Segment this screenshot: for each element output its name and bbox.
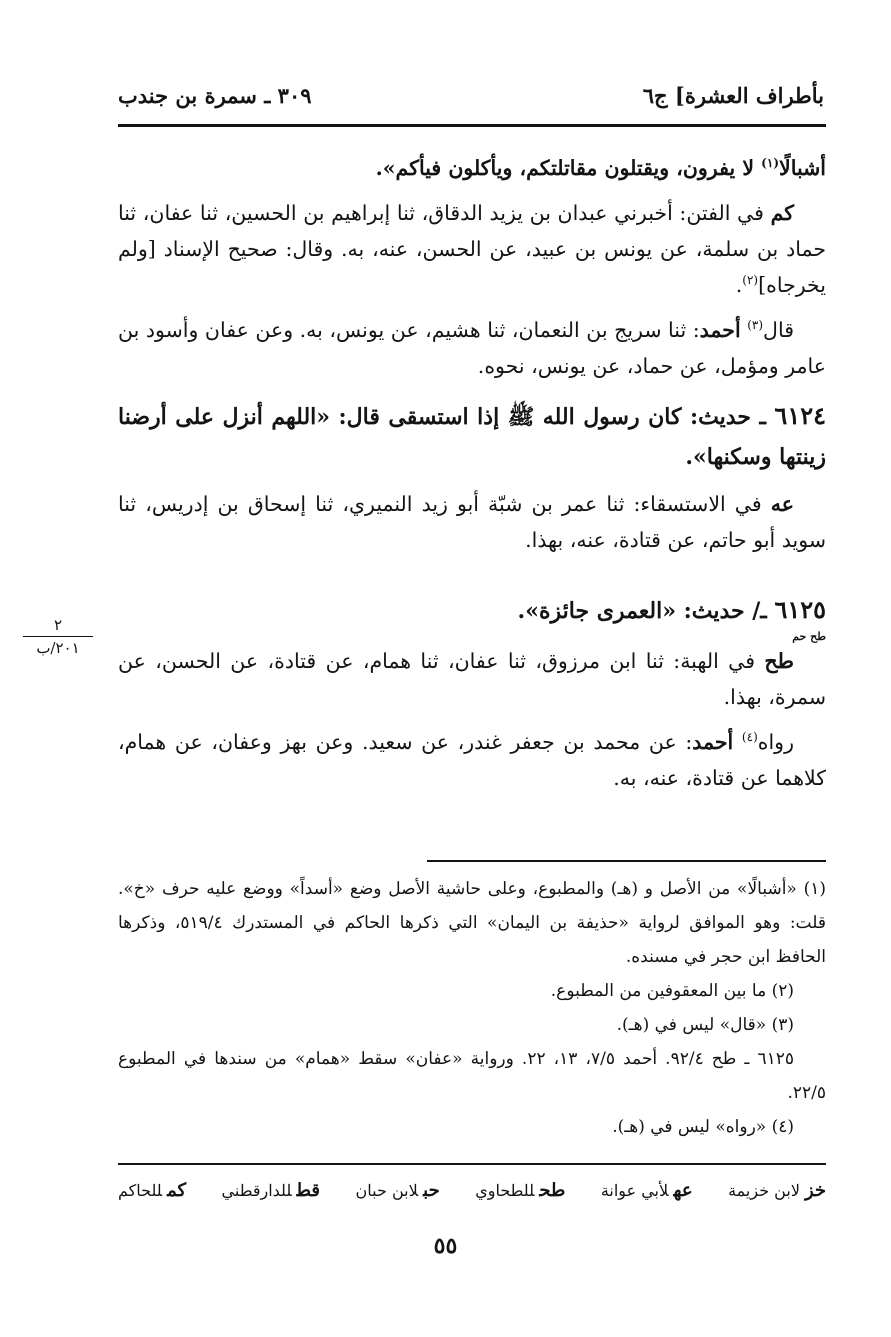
footnote-6125: ٦١٢٥ ـ طح ٩٢/٤. أحمد ٧/٥، ١٣، ٢٢. ورواية «عفان» سقط «همام» من سندها في المطبوع ٢٢/٥. [118,1049,826,1103]
footnote-3: (٣) «قال» ليس في (هـ). [616,1015,794,1035]
hadith-6124-number: ٦١٢٤ [774,401,826,430]
footnote-ref-2: (٢) [742,273,759,288]
abbrev-khz: خزلابن خزيمة [728,1180,826,1201]
folio-note-top: ٢ [53,616,63,634]
abbrev-hb: حبلابن حبان [355,1180,440,1201]
abbrev-tah: طحللطحاوي [475,1180,566,1201]
name-ahmad-1: أحمد [699,318,741,342]
footnote-ref-3: (٣) [747,318,764,333]
paragraph-abu-awana [118,486,826,558]
paragraph-abu-awana-text: في الاستسقاء: ثنا عمر بن شبّة أبو زيد النميري، ثنا إسحاق بن إدريس، ثنا سويد أبو حاتم، عن قتادة، عنه، بهذا. [118,492,826,552]
hadith-6125 [118,590,826,643]
footnotes [118,872,826,1144]
folio-note-bottom: ٢٠١/ب [36,639,80,657]
source-code-ah: عه [770,492,794,516]
hadith-6125-number: ٦١٢٥ [774,595,826,624]
folio-note-divider [23,636,93,637]
paragraph-hakim-text: في الفتن: أخبرني عبدان بن يزيد الدقاق، ثنا إبراهيم بن الحسين، ثنا عفان، ثنا حماد بن سلمة، عن يونس بن عبيد، عن الحسن، عنه، به. وقال: صحيح الإسناد [ولم يخرجاه] [118,201,826,297]
hadith-6124-text: ـ حديث: كان رسول الله ﷺ إذا استسقى قال: «اللهم أنزل على أرضنا زينتها وسكنها». [118,404,826,470]
text-line-1 [118,150,826,186]
hadith-6125-text: ـ/ حديث: «العمرى جائزة». [517,598,767,624]
header-chapter-title: ٣٠٩ ـ سمرة بن جندب [118,82,312,108]
footnote-1: (١) «أشبالًا» من الأصل و (هـ) والمطبوع، وعلى حاشية الأصل وضع «أسداً» ووضع عليه حرف «خ». قلت: وهو الموافق لرواية «حذيفة بن اليمان» التي ذكرها الحاكم في المستدرك ٥١٩/٤، وذكرها الحافظ ابن حجر في مسنده. [118,879,826,967]
abbrev-ah: عهلأبي عوانة [600,1180,693,1201]
paragraph-ahmad-1-text: : ثنا سريج بن النعمان، ثنا هشيم، عن يونس، به. وعن عفان وأسود بن عامر ومؤمل، عن حماد، عن يونس، نحوه. [118,318,826,378]
manuscript-folio-note [18,616,98,657]
hadith-6124 [118,396,826,477]
paragraph-tahawi [118,643,826,715]
word-qal: قال [763,318,794,342]
bottom-rule [118,1163,826,1165]
source-code-kam: كم [770,201,794,225]
name-ahmad-2: أحمد [692,730,734,754]
word-ashbal: أشبالًا [779,156,826,180]
header-book-title: بأطراف العشرة] ج٦ [642,82,824,108]
source-code-tah: طح [764,649,794,673]
paragraph-hakim: كم في الفتن: أخبرني عبدان بن يزيد الدقاق، ثنا إبراهيم بن الحسين، ثنا عفان، ثنا حماد بن سلمة، عن يونس بن عبيد، عن الحسن، عنه، به. وقال: صحيح الإسناد [ولم يخرجاه]$^{(٢)}$. [118,201,826,297]
main-text [118,150,826,796]
paragraph-ahmad-2-text: : عن محمد بن جعفر غندر، عن سعيد. وعن بهز وعفان، عن همام، كلاهما عن قتادة، عنه، به. [118,730,826,790]
paragraph-ahmad-2 [118,724,826,796]
footnote-ref-1: (١) [761,156,779,171]
paragraph-ahmad-1 [118,312,826,384]
paragraph-tahawi-text: في الهبة: ثنا ابن مرزوق، ثنا عفان، ثنا همام، عن قتادة، عن الحسن، عن سمرة، بهذا. [118,649,826,709]
page-header [118,70,824,120]
header-rule [118,124,826,127]
footnote-4: (٤) «رواه» ليس في (هـ). [612,1117,794,1137]
footnote-ref-4: (٤) [741,730,758,745]
abbrev-qt: قطللدارقطني [221,1180,321,1201]
word-rawah: رواه [757,730,794,754]
abbreviation-key [118,1180,826,1201]
abbrev-kam: كمللحاكم [118,1180,187,1201]
footnote-2: (٢) ما بين المعقوفين من المطبوع. [550,981,794,1001]
hadith-6125-sources: طح حم [792,630,826,643]
text-line-1-rest: لا يفرون، ويقتلون مقاتلتكم، ويأكلون فيأكم». [375,156,755,180]
page-number: ٥٥ [433,1233,458,1259]
footnote-rule [427,860,826,862]
